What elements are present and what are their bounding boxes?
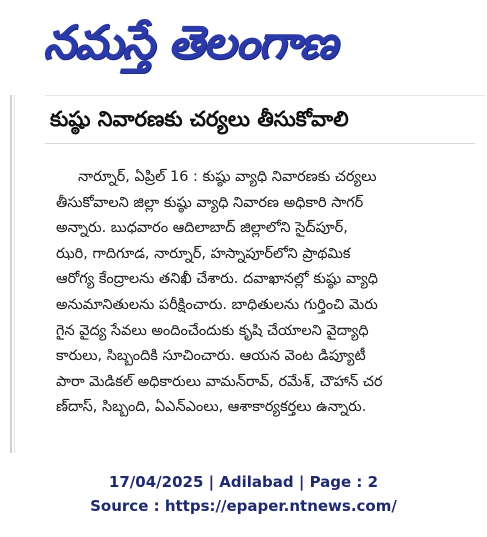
- article-line: కారులు, సిబ్బందికి సూచించారు. ఆయన వెంట డిప్యూటీ: [56, 348, 366, 365]
- article-line: అన్నారు. బుధవారం ఆదిలాబాద్ జిల్లాలోని సైద్‌పూర్,: [56, 220, 348, 237]
- article-line: ఝరి, గాదిగూడ, నార్నూర్, హస్నాపూర్‌లోని ప్రాథమిక: [56, 245, 351, 262]
- article-top-rule: [45, 95, 485, 96]
- article-body: [56, 165, 476, 421]
- newspaper-masthead: [43, 12, 445, 74]
- clipping-footer: [0, 470, 487, 518]
- source-link[interactable]: Source : https://epaper.ntnews.com/: [90, 497, 397, 515]
- article-line: పారా మెడికల్ అధికారులు వామన్‌రావ్, రమేశ్, చౌహాన్ చర: [56, 373, 383, 390]
- article-headline: కుష్ఠు నివారణకు చర్యలు తీసుకోవాలి: [50, 107, 349, 131]
- column-divider: [10, 95, 12, 453]
- article-line: గైన వైద్య సేవలు అందించేందుకు కృషి చేయాలని వైద్యాధి: [56, 322, 369, 339]
- article-line: ణ్‌దాస్, సిబ్బంది, ఏఎన్‌ఎంలు, ఆశాకార్యకర్తలు ఉన్నారు.: [56, 399, 367, 416]
- article-line: ఆరోగ్య కేంద్రాలను తనిఖీ చేశారు. దవాఖానల్లో కుష్ఠు వ్యాధి: [56, 271, 378, 288]
- article-line: అనుమానితులను పరీక్షించారు. బాధితులను గుర్తించి మెరు: [56, 296, 378, 313]
- article-line: తీసుకోవాలని జిల్లా కుష్ఠు వ్యాధి నివారణ అధికారి సాగర్: [56, 194, 364, 211]
- edition-info: 17/04/2025 | Adilabad | Page : 2: [108, 473, 379, 491]
- headline-underline: [45, 143, 475, 144]
- article-line: నార్నూర్, ఏప్రిల్ 16 : కుష్ఠు వ్యాధి నివారణకు చర్యలు: [78, 169, 377, 185]
- masthead-title: నమస్తే తెలంగాణ: [43, 15, 337, 69]
- column-divider-secondary: [14, 95, 15, 453]
